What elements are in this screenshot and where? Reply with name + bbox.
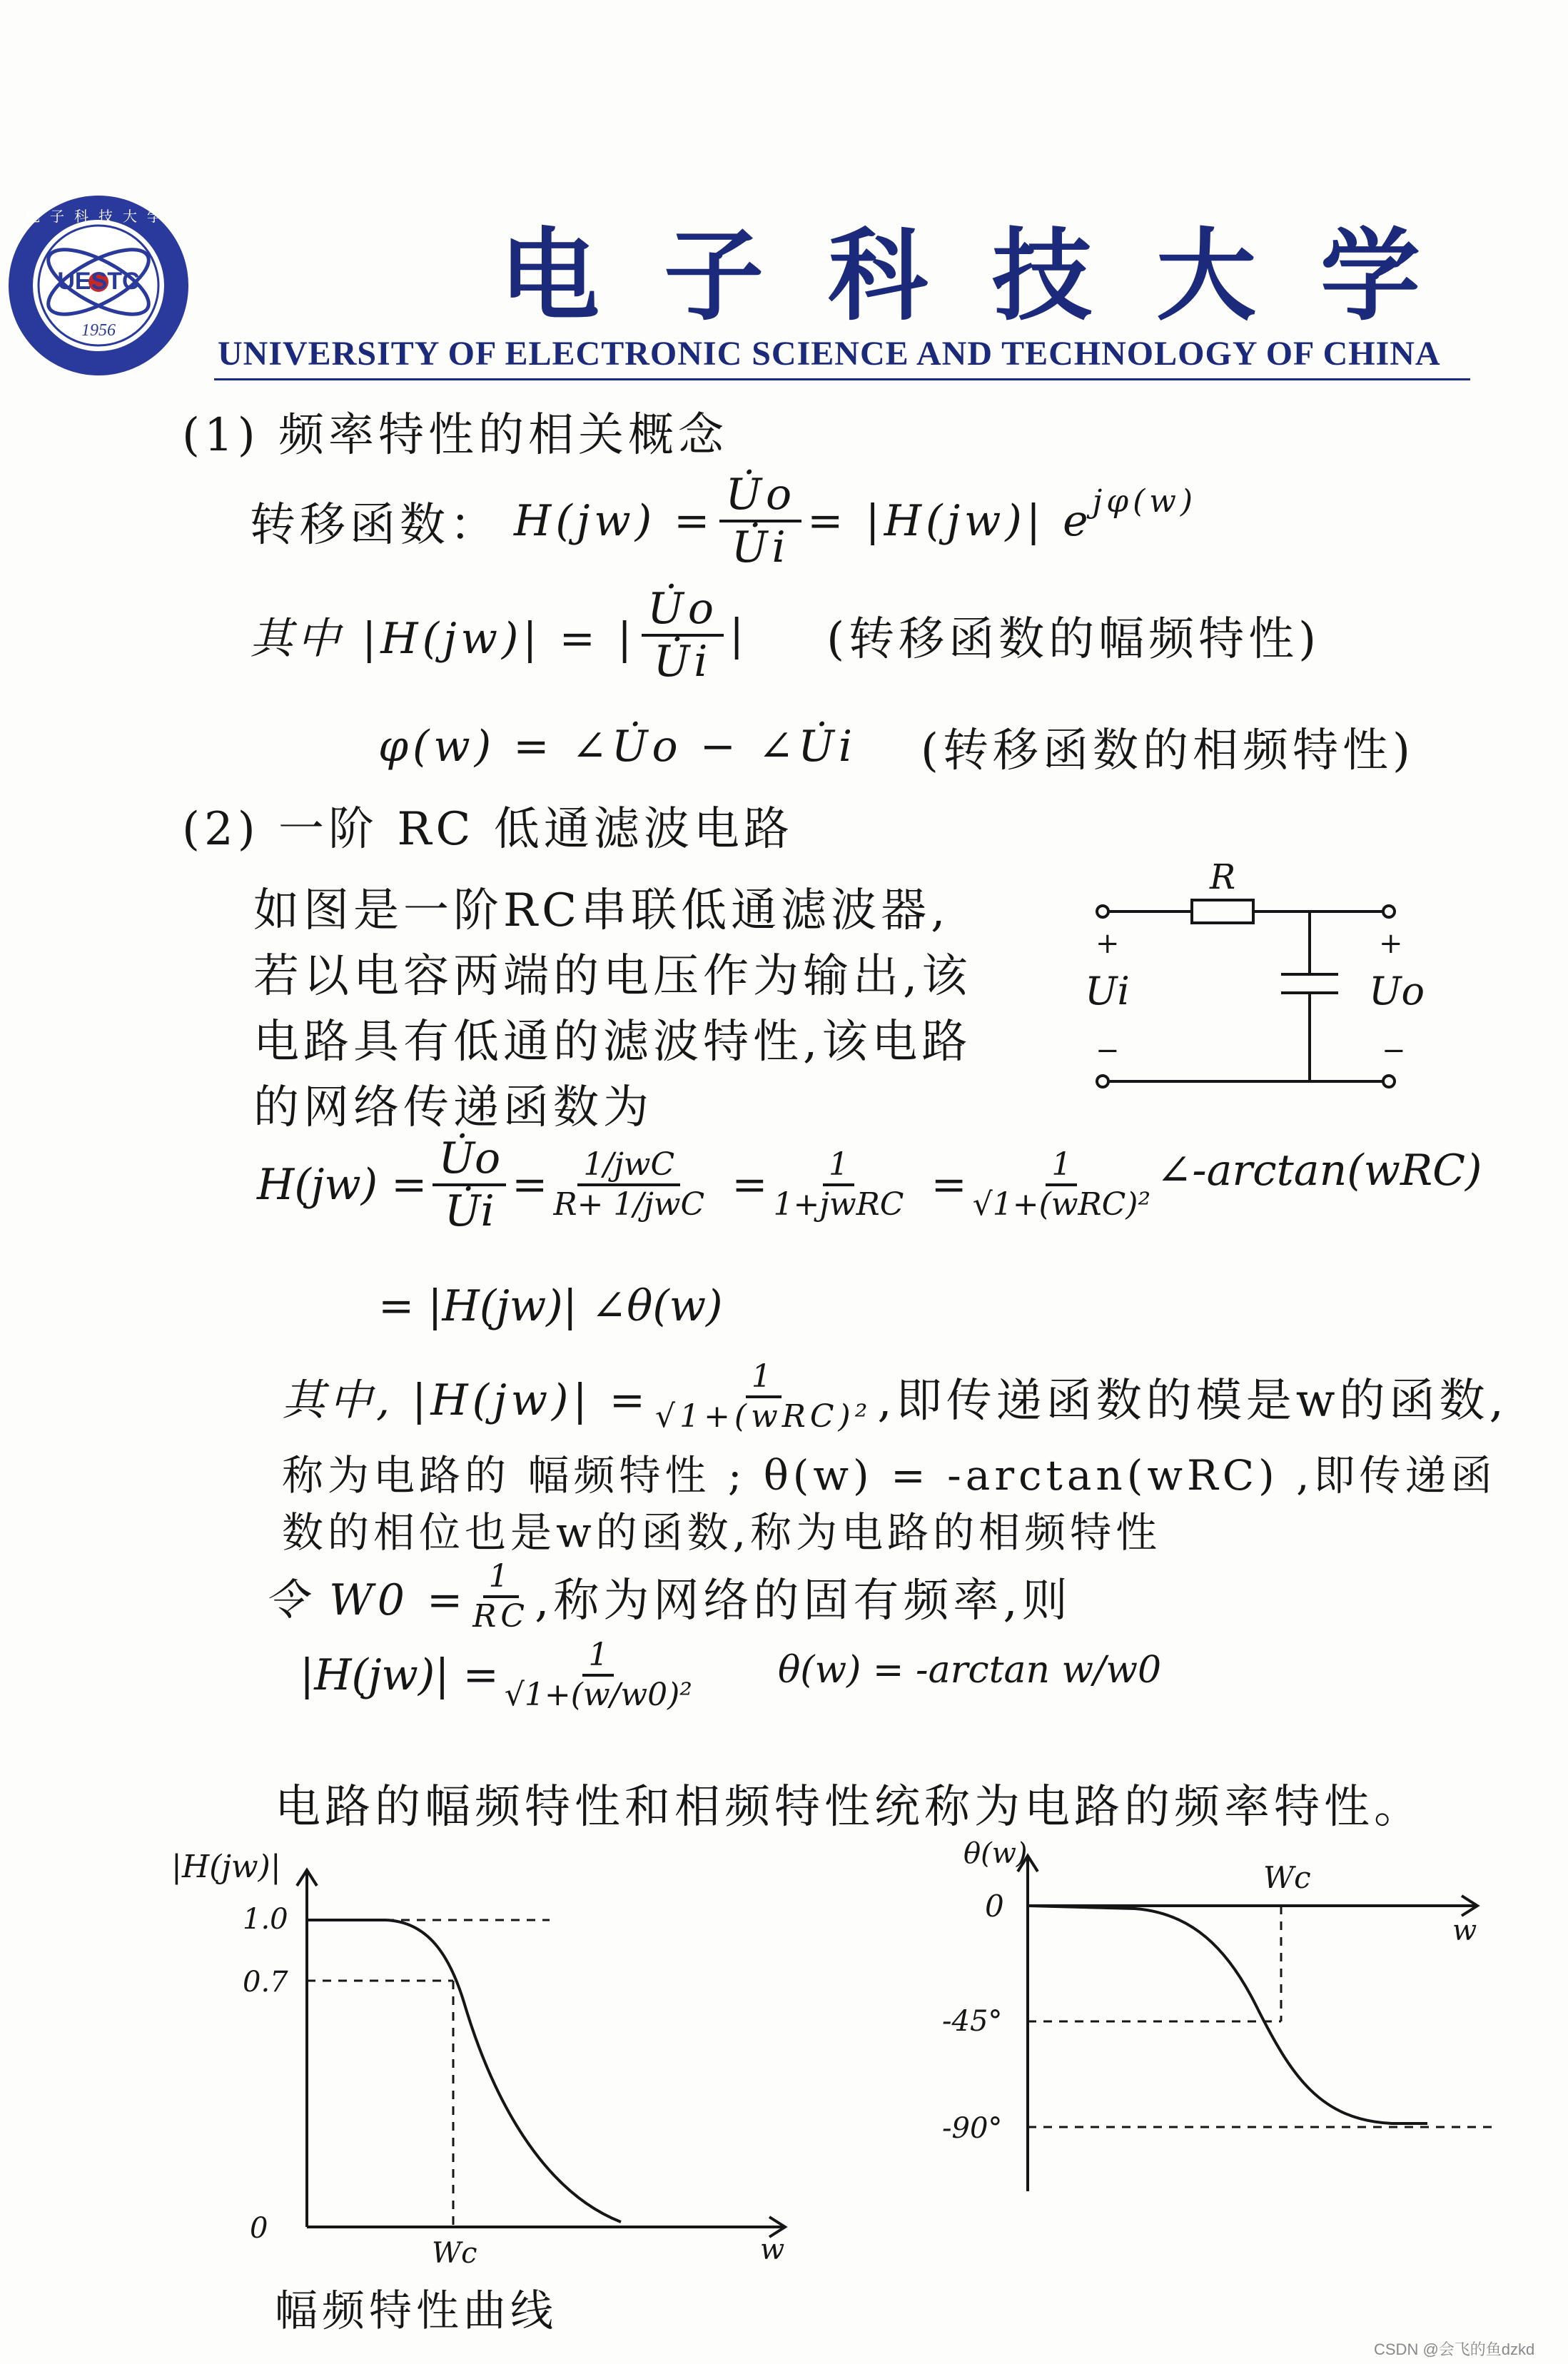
equals-sign: = [512,1160,548,1210]
phase-definition-line [378,714,1415,779]
h-fraction-1-num: U̇o [433,1135,506,1186]
logo-text: UESTC [57,268,140,295]
university-name-en: UNIVERSITY OF ELECTRONIC SCIENCE AND TECHNOLOGY OF CHINA [218,335,1441,373]
h-fraction-4-num: 1 [1046,1148,1077,1186]
h-angle: ∠-arctan(wRC) [1156,1146,1482,1196]
transfer-label: 转移函数： [250,499,500,552]
phase-formula: φ(w) = ∠U̇o − ∠U̇i [378,722,857,772]
omega0-suffix: ,称为网络的固有频率,则 [535,1575,1072,1628]
summary-line: 电路的幅频特性和相频特性统称为电路的频率特性。 [275,1781,1424,1834]
paragraph-line: 若以电容两端的电压作为输出,该 [253,950,972,1003]
watermark: CSDN @会飞的鱼dzkd [1374,2340,1535,2358]
input-plus: + [1096,927,1120,960]
h-fraction-1 [433,1135,506,1235]
natural-frequency-line [264,1560,1072,1635]
paragraph-line: 的网络传递函数为 [253,1081,653,1134]
tick-label-1: 1.0 [243,1903,288,1936]
mag2-den: √1+(w/w0)² [504,1677,692,1714]
magnitude-fraction [642,585,724,685]
equals-sign: = [931,1160,967,1210]
omega0-den: RC [472,1598,530,1635]
omega0-fraction [472,1560,529,1635]
rc-circuit-diagram [1071,853,1427,1096]
origin-label: 0 [250,2212,268,2245]
header-divider [214,378,1470,380]
where-text-1: ,即传递函数的模是w的函数, [877,1375,1508,1428]
h-fraction-2-den: R+ 1/jwC [553,1186,705,1223]
where-line-1 [282,1360,1508,1435]
h-fraction-3-num: 1 [823,1148,854,1186]
tick-label-45: -45° [942,2005,1003,2038]
magnitude-denominator: U̇i [653,637,712,687]
where-line-3: 数的相位也是w的函数,称为电路的相频特性 [282,1508,1162,1557]
h-fraction-4-den: √1+(wRC)² [972,1186,1151,1223]
h-lhs: H(jw) = [257,1160,428,1210]
phase-curve [1028,1906,1427,2123]
tick-label-wc: Wc [1263,1860,1311,1895]
magnitude-note: (转移函数的幅频特性) [826,613,1321,666]
x-axis-label: w [1452,1914,1477,1947]
where-fraction [655,1360,871,1435]
x-axis-label: w [760,2233,785,2266]
omega0-prefix: 令 W0 = [264,1575,467,1626]
h-fraction-2-num: 1/jwC [577,1148,680,1186]
mag2-lhs: |H(jw)| = [300,1650,499,1701]
mag2-num: 1 [582,1638,614,1677]
magnitude-numerator: U̇o [642,585,724,637]
magnitude-caption: 幅频特性曲线 [275,2286,557,2336]
normalized-magnitude-line [300,1638,698,1713]
university-logo [6,193,191,378]
transfer-numerator: U̇o [719,471,801,522]
magnitude-definition-line [250,585,1320,685]
h-fraction-2 [553,1148,704,1223]
origin-label: 0 [985,1889,1004,1924]
h-fraction-3 [774,1148,904,1223]
where-prefix: 其中, |H(jw)| = [282,1375,650,1426]
paragraph-line: 电路具有低通的滤波特性,该电路 [253,1016,972,1069]
transfer-function-line [250,471,1197,571]
output-plus: + [1379,927,1403,960]
h-fraction-4 [973,1148,1150,1223]
output-voltage-label: Uo [1369,969,1425,1014]
transfer-expansion-line [257,1135,1482,1235]
where-den: √1+(wRC)² [655,1398,872,1435]
transfer-lhs: H(jw) = [514,496,714,546]
h-fraction-3-den: 1+jwRC [773,1186,904,1223]
phase-note: (转移函数的相频特性) [921,724,1415,777]
logo-ring-text: 电子科技大学 [26,208,171,225]
magnitude-curve [307,1920,621,2222]
transfer-fraction [719,471,801,571]
output-minus: − [1382,1034,1406,1067]
normalized-phase: θ(w) = -arctan w/w0 [778,1649,1162,1692]
magnitude-prefix: 其中 |H(jw)| = | [250,614,637,664]
tick-label-wc: Wc [432,2237,477,2270]
paragraph-line: 如图是一阶RC串联低通滤波器, [253,884,950,937]
mag2-fraction [505,1638,692,1713]
y-axis-label: θ(w) [963,1837,1028,1870]
section1-heading: (1) 频率特性的相关概念 [182,409,728,462]
magnitude-response-graph [171,1849,821,2270]
magnitude-suffix: | [729,610,749,660]
transfer-rhs: = |H(jw)| e [807,496,1093,546]
tick-label-07: 0.7 [243,1966,288,1999]
where-line-2: 称为电路的 幅频特性 ; θ(w) = -arctan(wRC) ,即传递函 [282,1451,1497,1500]
equals-sign: = [732,1160,768,1210]
input-voltage-label: Ui [1085,969,1130,1014]
university-name-cn: 电子科技大学 [500,218,1485,335]
omega0-num: 1 [483,1560,519,1598]
logo-year: 1956 [81,321,116,340]
resistor-label: R [1210,857,1236,897]
h-fraction-1-den: U̇i [444,1186,495,1236]
input-minus: − [1096,1034,1120,1067]
transfer-denominator: U̇i [731,522,790,572]
transfer-polar-line: = |H(jw)| ∠θ(w) [378,1281,723,1331]
where-num: 1 [746,1360,782,1398]
section2-heading: (2) 一阶 RC 低通滤波电路 [182,803,794,856]
y-axis-label: |H(jw)| [171,1849,281,1885]
tick-label-90: -90° [942,2112,1003,2145]
transfer-exponent: jφ(w) [1092,483,1198,520]
section2-paragraph [253,878,971,1141]
phase-response-graph [921,1834,1534,2206]
